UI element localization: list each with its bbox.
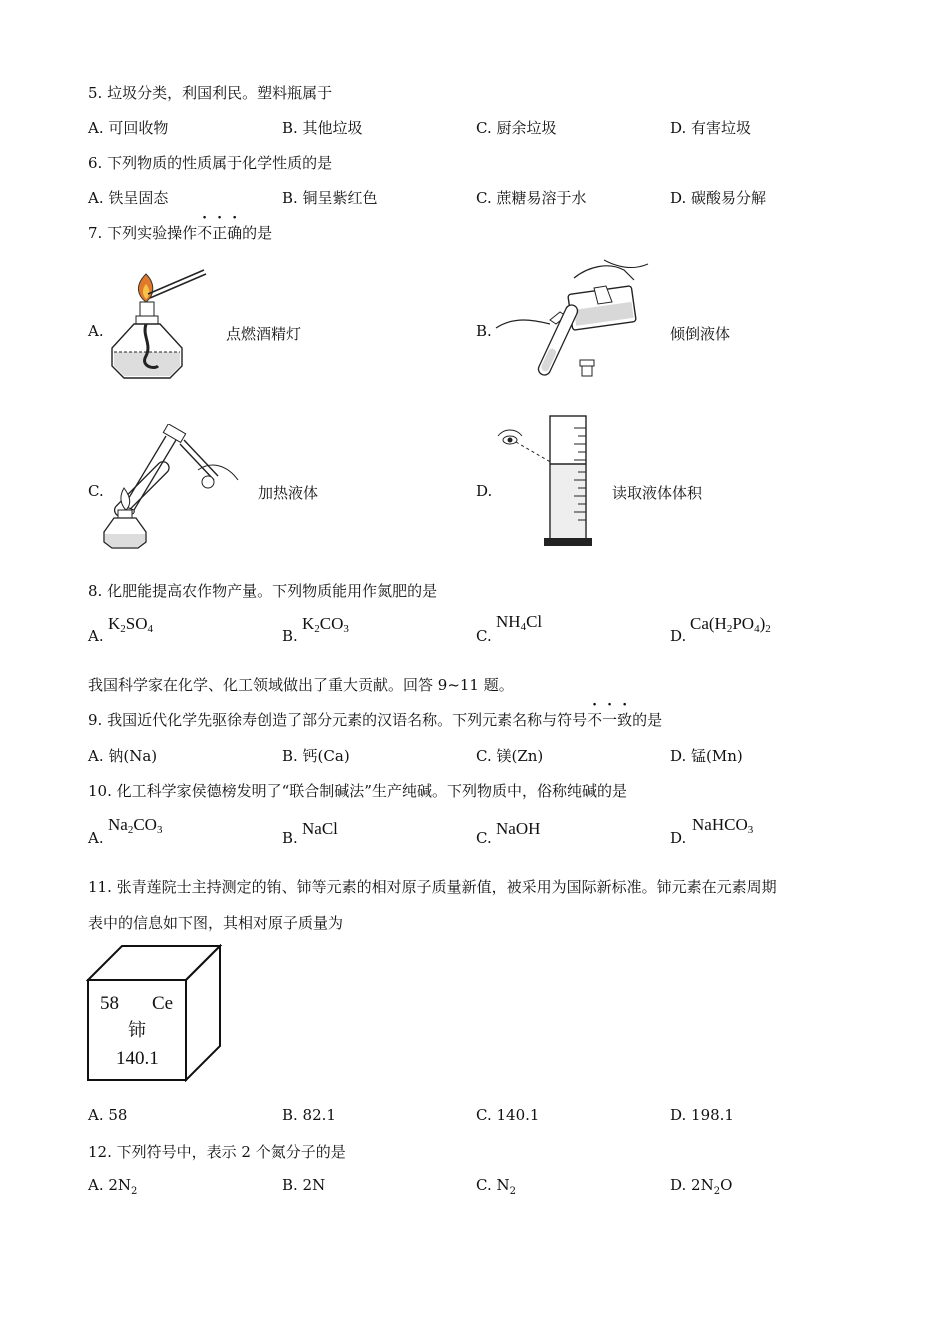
q5-option-a: A. 可回收物	[88, 119, 169, 137]
q6-option-d: D. 碳酸易分解	[670, 189, 767, 207]
alcohol-lamp-lighting-figure	[104, 266, 214, 384]
q7-emph-1: 不	[197, 224, 213, 242]
q7-stem-after: 的是	[242, 224, 273, 242]
q9-option-c: C. 镁(Zn)	[476, 747, 544, 765]
reading-volume-figure	[494, 414, 598, 548]
q9-stem-before: 9. 我国近代化学先驱徐寿创造了部分元素的汉语名称。下列元素名称与符号	[88, 711, 588, 729]
q9-stem-after: 的是	[632, 711, 663, 729]
q8-stem: 8. 化肥能提高农作物产量。下列物质能用作氮肥的是	[88, 582, 438, 600]
q5-option-d: D. 有害垃圾	[670, 119, 752, 137]
q11-option-c: C. 140.1	[476, 1106, 540, 1124]
q7-caption-b: 倾倒液体	[670, 325, 731, 343]
q8-label-b: B.	[282, 627, 298, 645]
intro-9-11: 我国科学家在化学、化工领域做出了重大贡献。回答 9~11 题。	[88, 676, 514, 694]
q9-stem	[88, 709, 662, 730]
q5-option-c: C. 厨余垃圾	[476, 119, 557, 137]
q10-formula-d: NaHCO$_3$	[692, 815, 754, 836]
q10-label-d: D.	[670, 829, 687, 847]
q11-stem-line2: 表中的信息如下图，其相对原子质量为	[88, 914, 344, 932]
q8-label-d: D.	[670, 627, 687, 645]
element-symbol: Ce	[152, 993, 174, 1014]
q7-caption-c: 加热液体	[258, 484, 319, 502]
q7-emph-3: 确	[227, 224, 243, 242]
q6-stem: 6. 下列物质的性质属于化学性质的是	[88, 154, 333, 172]
q7-caption-d: 读取液体体积	[612, 484, 703, 502]
q6-option-b: B. 铜呈紫红色	[282, 189, 378, 207]
q9-option-b: B. 钙(Ca)	[282, 747, 350, 765]
q11-stem-line1: 11. 张青莲院士主持测定的铕、铈等元素的相对原子质量新值，被采用为国际新标准。铈元素在元素周期	[88, 878, 777, 896]
q7-label-a: A.	[88, 322, 104, 340]
q10-label-c: C.	[476, 829, 492, 847]
q5-stem: 5. 垃圾分类，利国利民。塑料瓶属于	[88, 84, 333, 102]
q10-formula-b: NaCl	[302, 819, 338, 838]
q7-label-d: D.	[476, 482, 493, 500]
q12-stem: 12. 下列符号中，表示 2 个氮分子的是	[88, 1143, 346, 1161]
q8-label-a: A.	[88, 627, 104, 645]
heating-liquid-figure	[102, 424, 242, 550]
q10-formula-a: $Na_2CO_3$	[108, 815, 163, 836]
q8-label-c: C.	[476, 627, 492, 645]
q10-label-b: B.	[282, 829, 298, 847]
q11-option-b: B. 82.1	[282, 1106, 336, 1124]
q9-option-d: D. 锰(Mn)	[670, 747, 743, 765]
q9-emph-2: 一	[602, 711, 618, 729]
q6-option-a: A. 铁呈固态	[88, 189, 169, 207]
q7-label-b: B.	[476, 322, 492, 340]
q10-stem: 10. 化工科学家侯德榜发明了“联合制碱法”生产纯碱。下列物质中，俗称纯碱的是	[88, 782, 627, 800]
q8-formula-a: $K_2SO_4$	[108, 614, 154, 635]
q12-option-c: C. $N_2$	[476, 1176, 516, 1197]
q7-caption-a: 点燃酒精灯	[226, 325, 302, 343]
q12-option-d: D. $2N_2O$	[670, 1176, 733, 1197]
q10-formula-c: NaOH	[496, 819, 541, 838]
q7-stem-before: 7. 下列实验操作	[88, 224, 198, 242]
q11-option-d: D. 198.1	[670, 1106, 734, 1124]
q9-emph-3: 致	[617, 711, 633, 729]
q9-option-a: A. 钠(Na)	[88, 747, 158, 765]
q6-option-c: C. 蔗糖易溶于水	[476, 189, 587, 207]
q7-emph-2: 正	[212, 224, 228, 242]
q11-option-a: A. 58	[88, 1106, 128, 1124]
q8-formula-c: $NH_4Cl$	[496, 612, 543, 633]
pouring-liquid-figure	[494, 258, 654, 382]
q7-label-c: C.	[88, 482, 104, 500]
q8-formula-b: $K_2CO_3$	[302, 614, 349, 635]
q10-label-a: A.	[88, 829, 104, 847]
element-name: 铈	[128, 1020, 146, 1041]
q7-stem	[88, 222, 272, 243]
q8-formula-d: $Ca(H_2PO_4)_2$	[690, 614, 771, 635]
element-atomic-number: 58	[100, 993, 119, 1014]
q12-option-b: B. 2N	[282, 1176, 326, 1194]
q5-option-b: B. 其他垃圾	[282, 119, 363, 137]
element-atomic-mass: 140.1	[116, 1048, 159, 1069]
q12-option-a: A. $2N_2$	[88, 1176, 138, 1197]
q9-emph-1: 不	[587, 711, 603, 729]
